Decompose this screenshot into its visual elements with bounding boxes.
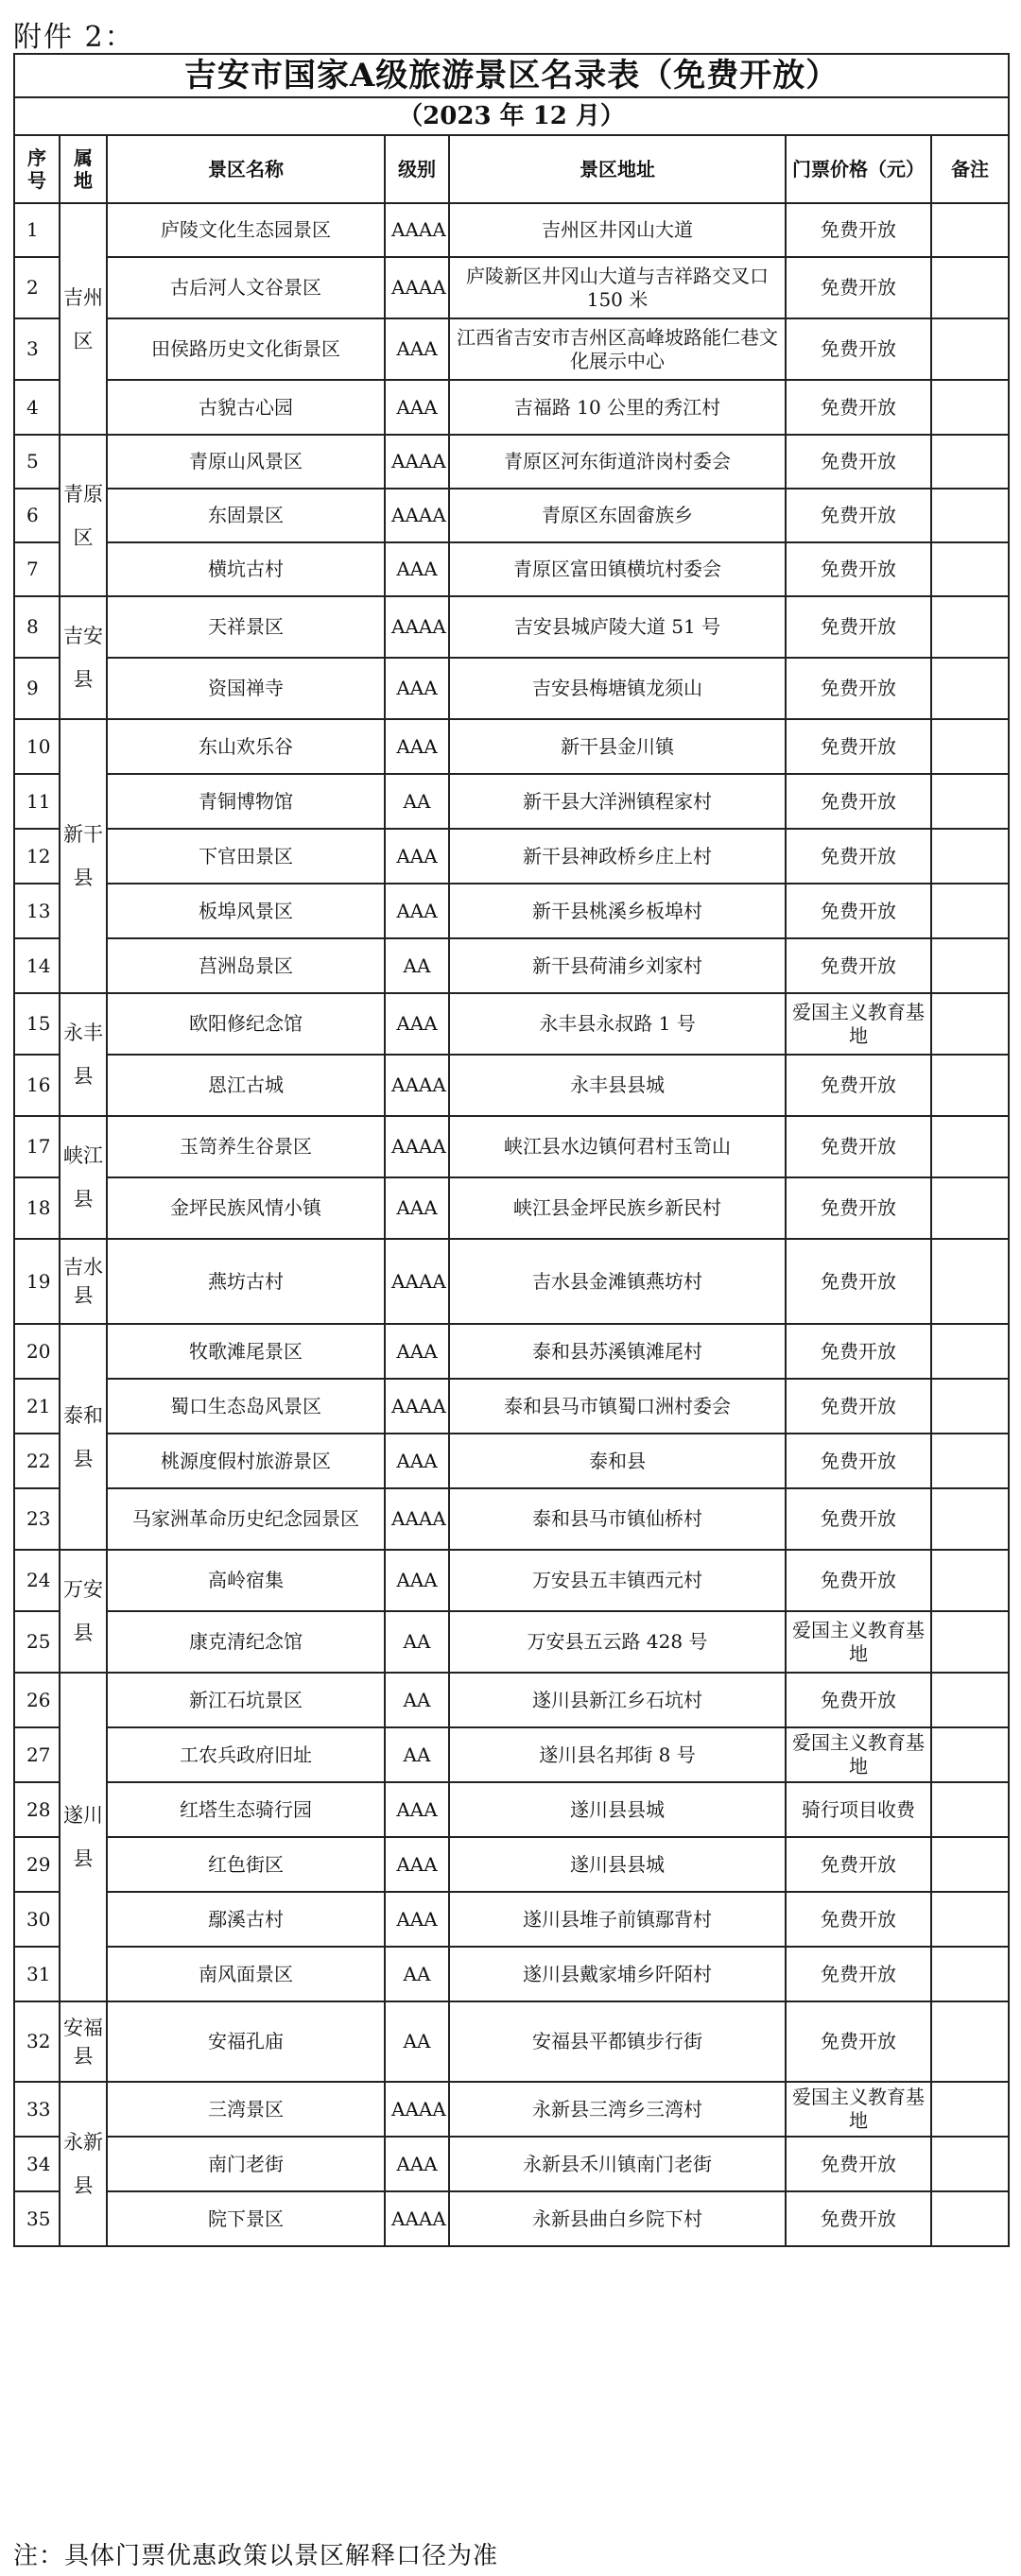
ticket-price: 爱国主义教育基地 [786, 1727, 931, 1782]
scenic-name: 新江石坑景区 [107, 1673, 385, 1727]
region-cell: 安福县 [60, 2001, 107, 2082]
ticket-price: 免费开放 [786, 542, 931, 596]
scenic-level: AAAA [385, 1055, 449, 1116]
scenic-address: 永新县曲白乡院下村 [449, 2191, 786, 2246]
scenic-address: 安福县平都镇步行街 [449, 2001, 786, 2082]
scenic-name: 红色街区 [107, 1837, 385, 1892]
row-number: 21 [14, 1379, 60, 1434]
table-date: （2023 年 12 月） [14, 97, 1009, 135]
scenic-address: 青原区河东街道浒岗村委会 [449, 435, 786, 489]
row-number: 27 [14, 1727, 60, 1782]
ticket-price: 免费开放 [786, 318, 931, 380]
row-number: 33 [14, 2082, 60, 2137]
row-number: 1 [14, 203, 60, 257]
scenic-level: AAA [385, 1434, 449, 1488]
ticket-price: 免费开放 [786, 596, 931, 658]
scenic-level: AAA [385, 1177, 449, 1239]
remark-cell [931, 1611, 1009, 1673]
row-number: 25 [14, 1611, 60, 1673]
scenic-level: AA [385, 1727, 449, 1782]
table-row [14, 435, 1009, 489]
scenic-level: AAA [385, 658, 449, 719]
table-row [14, 1239, 1009, 1324]
scenic-level: AAA [385, 542, 449, 596]
remark-cell [931, 829, 1009, 884]
remark-cell [931, 1324, 1009, 1379]
scenic-address: 新干县大洋洲镇程家村 [449, 774, 786, 829]
row-number: 20 [14, 1324, 60, 1379]
scenic-level: AA [385, 2001, 449, 2082]
remark-cell [931, 318, 1009, 380]
row-number: 6 [14, 489, 60, 542]
remark-cell [931, 993, 1009, 1055]
ticket-price: 免费开放 [786, 1892, 931, 1947]
scenic-level: AA [385, 1673, 449, 1727]
ticket-price: 免费开放 [786, 1116, 931, 1177]
row-number: 18 [14, 1177, 60, 1239]
table-row [14, 203, 1009, 257]
table-row [14, 1947, 1009, 2001]
scenic-name: 东山欢乐谷 [107, 719, 385, 774]
remark-cell [931, 1055, 1009, 1116]
table-row [14, 658, 1009, 719]
scenic-address: 万安县五丰镇西元村 [449, 1550, 786, 1611]
scenic-name: 庐陵文化生态园景区 [107, 203, 385, 257]
row-number: 3 [14, 318, 60, 380]
remark-cell [931, 1434, 1009, 1488]
table-row [14, 1892, 1009, 1947]
scenic-name: 安福孔庙 [107, 2001, 385, 2082]
scenic-address: 泰和县 [449, 1434, 786, 1488]
row-number: 13 [14, 884, 60, 938]
remark-cell [931, 1116, 1009, 1177]
scenic-level: AAA [385, 1782, 449, 1837]
scenic-name: 马家洲革命历史纪念园景区 [107, 1488, 385, 1550]
remark-cell [931, 2082, 1009, 2137]
scenic-address: 永新县三湾乡三湾村 [449, 2082, 786, 2137]
ticket-price: 免费开放 [786, 1379, 931, 1434]
table-row [14, 1434, 1009, 1488]
scenic-address: 遂川县堆子前镇鄢背村 [449, 1892, 786, 1947]
remark-cell [931, 1892, 1009, 1947]
scenic-name: 院下景区 [107, 2191, 385, 2246]
scenic-name: 燕坊古村 [107, 1239, 385, 1324]
scenic-address: 吉安县城庐陵大道 51 号 [449, 596, 786, 658]
region-cell: 万安县 [60, 1550, 107, 1673]
table-row [14, 1611, 1009, 1673]
table-row [14, 596, 1009, 658]
scenic-level: AAA [385, 1837, 449, 1892]
scenic-level: AAAA [385, 257, 449, 318]
table-row [14, 2001, 1009, 2082]
scenic-address: 遂川县新江乡石坑村 [449, 1673, 786, 1727]
scenic-level: AAAA [385, 203, 449, 257]
ticket-price: 免费开放 [786, 2137, 931, 2191]
scenic-name: 红塔生态骑行园 [107, 1782, 385, 1837]
remark-cell [931, 938, 1009, 993]
region-cell: 吉安县 [60, 596, 107, 719]
scenic-address: 遂川县县城 [449, 1837, 786, 1892]
ticket-price: 免费开放 [786, 257, 931, 318]
ticket-price: 免费开放 [786, 1673, 931, 1727]
table-row [14, 993, 1009, 1055]
scenic-address: 泰和县马市镇仙桥村 [449, 1488, 786, 1550]
header-level: 级别 [385, 135, 449, 203]
remark-cell [931, 1550, 1009, 1611]
row-number: 35 [14, 2191, 60, 2246]
scenic-address: 吉安县梅塘镇龙须山 [449, 658, 786, 719]
scenic-address: 吉州区井冈山大道 [449, 203, 786, 257]
row-number: 19 [14, 1239, 60, 1324]
scenic-level: AAA [385, 884, 449, 938]
scenic-address: 吉水县金滩镇燕坊村 [449, 1239, 786, 1324]
ticket-price: 免费开放 [786, 884, 931, 938]
scenic-address: 万安县五云路 428 号 [449, 1611, 786, 1673]
region-cell: 吉水县 [60, 1239, 107, 1324]
ticket-price: 免费开放 [786, 1947, 931, 2001]
ticket-price: 爱国主义教育基地 [786, 2082, 931, 2137]
scenic-address: 新干县荷浦乡刘家村 [449, 938, 786, 993]
header-row [14, 135, 1009, 203]
scenic-address: 青原区东固畲族乡 [449, 489, 786, 542]
scenic-address: 江西省吉安市吉州区高峰坡路能仁巷文化展示中心 [449, 318, 786, 380]
table-title: 吉安市国家A级旅游景区名录表（免费开放） [14, 54, 1009, 97]
scenic-level: AAAA [385, 489, 449, 542]
scenic-address: 永丰县永叔路 1 号 [449, 993, 786, 1055]
row-number: 24 [14, 1550, 60, 1611]
scenic-level: AAA [385, 2137, 449, 2191]
ticket-price: 免费开放 [786, 1434, 931, 1488]
remark-cell [931, 1673, 1009, 1727]
scenic-address: 遂川县名邦街 8 号 [449, 1727, 786, 1782]
scenic-address: 遂川县戴家埔乡阡陌村 [449, 1947, 786, 2001]
ticket-price: 爱国主义教育基地 [786, 1611, 931, 1673]
scenic-name: 恩江古城 [107, 1055, 385, 1116]
header-name: 景区名称 [107, 135, 385, 203]
scenic-level: AAA [385, 719, 449, 774]
scenic-level: AAAA [385, 1239, 449, 1324]
ticket-price: 免费开放 [786, 1488, 931, 1550]
ticket-price: 免费开放 [786, 203, 931, 257]
scenic-level: AAAA [385, 435, 449, 489]
scenic-address: 吉福路 10 公里的秀江村 [449, 380, 786, 435]
ticket-price: 免费开放 [786, 719, 931, 774]
region-cell: 新干县 [60, 719, 107, 993]
row-number: 7 [14, 542, 60, 596]
remark-cell [931, 1727, 1009, 1782]
ticket-price: 免费开放 [786, 1055, 931, 1116]
table-row [14, 1324, 1009, 1379]
scenic-name: 莒洲岛景区 [107, 938, 385, 993]
table-row [14, 1673, 1009, 1727]
ticket-price: 免费开放 [786, 829, 931, 884]
scenic-name: 工农兵政府旧址 [107, 1727, 385, 1782]
remark-cell [931, 1947, 1009, 2001]
region-cell: 吉州区 [60, 203, 107, 435]
scenic-name: 桃源度假村旅游景区 [107, 1434, 385, 1488]
scenic-address: 庐陵新区井冈山大道与吉祥路交叉口 150 米 [449, 257, 786, 318]
table-row [14, 1488, 1009, 1550]
table-row [14, 542, 1009, 596]
header-region: 属地 [60, 135, 107, 203]
scenic-address: 峡江县水边镇何君村玉笥山 [449, 1116, 786, 1177]
row-number: 32 [14, 2001, 60, 2082]
table-row [14, 1379, 1009, 1434]
scenic-level: AA [385, 1611, 449, 1673]
region-cell: 泰和县 [60, 1324, 107, 1550]
region-cell: 永新县 [60, 2082, 107, 2246]
ticket-price: 爱国主义教育基地 [786, 993, 931, 1055]
ticket-price: 免费开放 [786, 1177, 931, 1239]
region-cell: 遂川县 [60, 1673, 107, 2001]
row-number: 10 [14, 719, 60, 774]
ticket-price: 免费开放 [786, 774, 931, 829]
ticket-price: 骑行项目收费 [786, 1782, 931, 1837]
table-row [14, 489, 1009, 542]
ticket-price: 免费开放 [786, 2001, 931, 2082]
remark-cell [931, 774, 1009, 829]
scenic-address: 新干县桃溪乡板埠村 [449, 884, 786, 938]
scenic-name: 高岭宿集 [107, 1550, 385, 1611]
remark-cell [931, 1379, 1009, 1434]
region-cell: 峡江县 [60, 1116, 107, 1239]
scenic-level: AAAA [385, 2082, 449, 2137]
scenic-level: AAAA [385, 1488, 449, 1550]
header-price: 门票价格（元） [786, 135, 931, 203]
scenic-level: AAAA [385, 1116, 449, 1177]
row-number: 31 [14, 1947, 60, 2001]
scenic-address: 新干县金川镇 [449, 719, 786, 774]
ticket-price: 免费开放 [786, 658, 931, 719]
scenic-address: 泰和县马市镇蜀口洲村委会 [449, 1379, 786, 1434]
scenic-address: 永新县禾川镇南门老街 [449, 2137, 786, 2191]
scenic-name: 横坑古村 [107, 542, 385, 596]
scenic-name: 蜀口生态岛风景区 [107, 1379, 385, 1434]
scenic-name: 南门老街 [107, 2137, 385, 2191]
scenic-spot-table [13, 53, 1010, 2247]
remark-cell [931, 596, 1009, 658]
row-number: 16 [14, 1055, 60, 1116]
attachment-label: 附件 2： [13, 21, 135, 54]
scenic-name: 康克清纪念馆 [107, 1611, 385, 1673]
row-number: 23 [14, 1488, 60, 1550]
scenic-level: AAA [385, 380, 449, 435]
remark-cell [931, 2137, 1009, 2191]
table-row [14, 774, 1009, 829]
remark-cell [931, 1488, 1009, 1550]
scenic-level: AAAA [385, 1379, 449, 1434]
scenic-name: 南风面景区 [107, 1947, 385, 2001]
scenic-name: 鄢溪古村 [107, 1892, 385, 1947]
row-number: 15 [14, 993, 60, 1055]
scenic-name: 古后河人文谷景区 [107, 257, 385, 318]
table-row [14, 1177, 1009, 1239]
scenic-level: AAA [385, 1892, 449, 1947]
scenic-name: 东固景区 [107, 489, 385, 542]
remark-cell [931, 658, 1009, 719]
scenic-address: 新干县神政桥乡庄上村 [449, 829, 786, 884]
table-row [14, 2137, 1009, 2191]
row-number: 29 [14, 1837, 60, 1892]
ticket-price: 免费开放 [786, 2191, 931, 2246]
scenic-name: 青原山风景区 [107, 435, 385, 489]
ticket-price: 免费开放 [786, 938, 931, 993]
scenic-name: 资国禅寺 [107, 658, 385, 719]
remark-cell [931, 1239, 1009, 1324]
row-number: 11 [14, 774, 60, 829]
row-number: 28 [14, 1782, 60, 1837]
scenic-name: 下官田景区 [107, 829, 385, 884]
scenic-level: AAAA [385, 2191, 449, 2246]
scenic-level: AAA [385, 829, 449, 884]
table-row [14, 1116, 1009, 1177]
table-row [14, 257, 1009, 318]
remark-cell [931, 1782, 1009, 1837]
table-row [14, 1727, 1009, 1782]
table-row [14, 1550, 1009, 1611]
header-no: 序号 [14, 135, 60, 203]
ticket-price: 免费开放 [786, 1239, 931, 1324]
scenic-level: AAA [385, 1324, 449, 1379]
row-number: 4 [14, 380, 60, 435]
ticket-price: 免费开放 [786, 1837, 931, 1892]
scenic-level: AA [385, 938, 449, 993]
scenic-level: AAAA [385, 596, 449, 658]
scenic-level: AA [385, 1947, 449, 2001]
remark-cell [931, 719, 1009, 774]
remark-cell [931, 489, 1009, 542]
row-number: 30 [14, 1892, 60, 1947]
remark-cell [931, 1177, 1009, 1239]
row-number: 26 [14, 1673, 60, 1727]
remark-cell [931, 257, 1009, 318]
row-number: 34 [14, 2137, 60, 2191]
table-row [14, 1782, 1009, 1837]
row-number: 17 [14, 1116, 60, 1177]
scenic-name: 金坪民族风情小镇 [107, 1177, 385, 1239]
table-row [14, 719, 1009, 774]
scenic-address: 峡江县金坪民族乡新民村 [449, 1177, 786, 1239]
table-row [14, 380, 1009, 435]
table-row [14, 2082, 1009, 2137]
scenic-name: 田侯路历史文化街景区 [107, 318, 385, 380]
remark-cell [931, 884, 1009, 938]
row-number: 2 [14, 257, 60, 318]
scenic-address: 遂川县县城 [449, 1782, 786, 1837]
scenic-address: 泰和县苏溪镇滩尾村 [449, 1324, 786, 1379]
table-row [14, 318, 1009, 380]
scenic-name: 三湾景区 [107, 2082, 385, 2137]
ticket-price: 免费开放 [786, 435, 931, 489]
remark-cell [931, 1837, 1009, 1892]
scenic-name: 天祥景区 [107, 596, 385, 658]
row-number: 5 [14, 435, 60, 489]
scenic-name: 板埠风景区 [107, 884, 385, 938]
ticket-price: 免费开放 [786, 489, 931, 542]
row-number: 14 [14, 938, 60, 993]
table-row [14, 1837, 1009, 1892]
row-number: 8 [14, 596, 60, 658]
remark-cell [931, 203, 1009, 257]
scenic-level: AA [385, 774, 449, 829]
scenic-name: 欧阳修纪念馆 [107, 993, 385, 1055]
footnote: 注：具体门票优惠政策以景区解释口径为准 [13, 2542, 499, 2570]
remark-cell [931, 542, 1009, 596]
remark-cell [931, 435, 1009, 489]
header-address: 景区地址 [449, 135, 786, 203]
table-row [14, 938, 1009, 993]
row-number: 12 [14, 829, 60, 884]
region-cell: 青原区 [60, 435, 107, 596]
scenic-name: 牧歌滩尾景区 [107, 1324, 385, 1379]
ticket-price: 免费开放 [786, 1550, 931, 1611]
header-remark: 备注 [931, 135, 1009, 203]
row-number: 9 [14, 658, 60, 719]
scenic-name: 青铜博物馆 [107, 774, 385, 829]
ticket-price: 免费开放 [786, 380, 931, 435]
table-row [14, 829, 1009, 884]
scenic-level: AAA [385, 1550, 449, 1611]
region-cell: 永丰县 [60, 993, 107, 1116]
scenic-name: 玉笥养生谷景区 [107, 1116, 385, 1177]
table-body [14, 203, 1009, 2246]
row-number: 22 [14, 1434, 60, 1488]
remark-cell [931, 2001, 1009, 2082]
remark-cell [931, 2191, 1009, 2246]
scenic-address: 永丰县县城 [449, 1055, 786, 1116]
scenic-address: 青原区富田镇横坑村委会 [449, 542, 786, 596]
scenic-level: AAA [385, 318, 449, 380]
table-row [14, 884, 1009, 938]
remark-cell [931, 380, 1009, 435]
ticket-price: 免费开放 [786, 1324, 931, 1379]
table-row [14, 2191, 1009, 2246]
table-row [14, 1055, 1009, 1116]
scenic-level: AAA [385, 993, 449, 1055]
scenic-name: 古貌古心园 [107, 380, 385, 435]
